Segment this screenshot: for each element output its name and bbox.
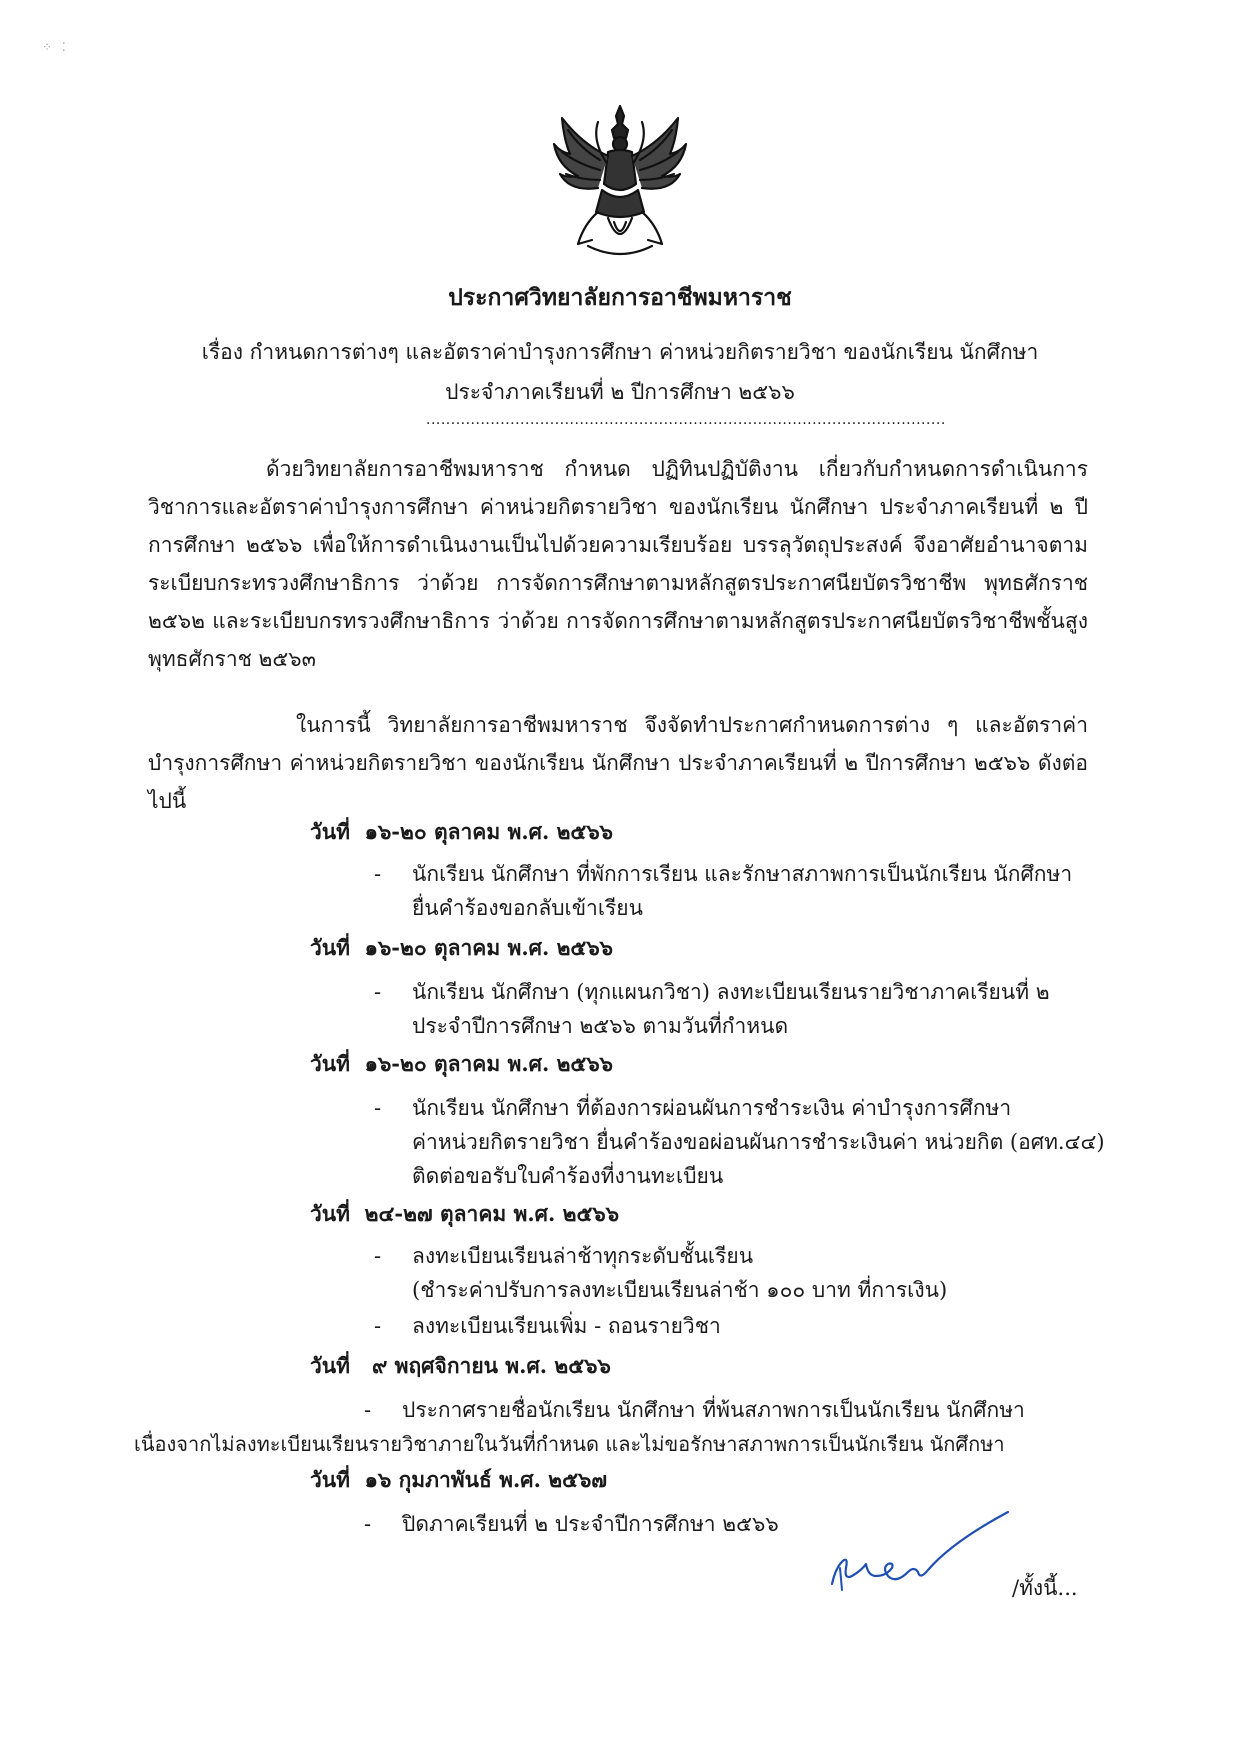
date-value: ๒๔-๒๗ ตุลาคม พ.ศ. ๒๕๖๖ [364,1201,620,1226]
announcement-title: ประกาศวิทยาลัยการอาชีพมหาราช [448,284,792,311]
schedule-item: - นักเรียน นักศึกษา (ทุกแผนกวิชา) ลงทะเบียนเรียนรายวิชาภาคเรียนที่ ๒ [374,980,1050,1004]
schedule-date [310,1350,611,1383]
scope-paragraph: ในการนี้ วิทยาลัยการอาชีพมหาราช จึงจัดทำประกาศกำหนดการต่าง ๆ และอัตราค่าบำรุงการศึกษา ค่าหน่วยกิตรายวิชา ของนักเรียน นักศึกษา ประจำภาคเรียนที่ ๒ ปีการศึกษา ๒๕๖๖ ดังต่อไปนี้ [148,713,1088,813]
continued-marker: /ทั้งนี้... [1012,1576,1078,1600]
subject-term-line: ประจำภาคเรียนที่ ๒ ปีการศึกษา ๒๕๖๖ [445,380,795,404]
schedule-item: ติดต่อขอรับใบคำร้องที่งานทะเบียน [412,1164,724,1188]
schedule-item: - ปิดภาคเรียนที่ ๒ ประจำปีการศึกษา ๒๕๖๖ [364,1512,779,1536]
day-label: วันที่ [310,1353,350,1378]
date-value: ๑๖-๒๐ ตุลาคม พ.ศ. ๒๕๖๖ [364,819,613,844]
schedule-date [310,932,613,965]
schedule-item: - ลงทะเบียนเรียนล่าช้าทุกระดับชั้นเรียน [374,1244,754,1268]
date-value: ๑๖ กุมภาพันธ์ พ.ศ. ๒๕๖๗ [364,1467,608,1492]
date-value: ๑๖-๒๐ ตุลาคม พ.ศ. ๒๕๖๖ [364,935,613,960]
subject-line: เรื่อง กำหนดการต่างๆ และอัตราค่าบำรุงการศึกษา ค่าหน่วยกิตรายวิชา ของนักเรียน นักศึกษา [201,340,1039,364]
date-value: ๑๖-๒๐ ตุลาคม พ.ศ. ๒๕๖๖ [364,1051,613,1076]
schedule-item: - นักเรียน นักศึกษา ที่ต้องการผ่อนผันการชำระเงิน ค่าบำรุงการศึกษา [374,1096,1012,1120]
schedule-item: (ชำระค่าปรับการลงทะเบียนเรียนล่าช้า ๑๐๐ บาท ที่การเงิน) [412,1278,948,1302]
day-label: วันที่ [310,819,350,844]
schedule-date [310,1048,613,1081]
schedule-item: - นักเรียน นักศึกษา ที่พักการเรียน และรักษาสภาพการเป็นนักเรียน นักศึกษา [374,862,1073,886]
schedule-date [310,1198,619,1231]
schedule-item: ประจำปีการศึกษา ๒๕๖๖ ตามวันที่กำหนด [412,1014,789,1038]
day-label: วันที่ [310,1467,350,1492]
schedule-item: - ลงทะเบียนเรียนเพิ่ม - ถอนรายวิชา [374,1314,721,1338]
day-label: วันที่ [310,935,350,960]
garuda-emblem-icon [548,100,692,262]
intro-paragraph: ด้วยวิทยาลัยการอาชีพมหาราช กำหนด ปฏิทินปฏิบัติงาน เกี่ยวกับกำหนดการดำเนินการวิชาการและอัตราค่าบำรุงการศึกษา ค่าหน่วยกิตรายวิชา ของนักเรียน นักศึกษา ประจำภาคเรียนที่ ๒ ปีการศึกษา ๒๕๖๖ เพื่อให้การดำเนินงานเป็นไปด้วยความเรียบร้อย บรรลุวัตถุประสงค์ จึงอาศัยอำนาจตามระเบียบกระทรวงศึกษาธิการ ว่าด้วย การจัดการศึกษาตามหลักสูตรประกาศนียบัตรวิชาชีพ พุทธศักราช ๒๕๖๒ และระเบียบกรทรวงศึกษาธิการ ว่าด้วย การจัดการศึกษาตามหลักสูตรประกาศนียบัตรวิชาชีพชั้นสูง พุทธศักราช ๒๕๖๓ [148,457,1088,671]
day-label: วันที่ [310,1051,350,1076]
schedule-item: ค่าหน่วยกิตรายวิชา ยื่นคำร้องขอผ่อนผันการชำระเงินค่า หน่วยกิต (อศท.๔๔) [412,1130,1105,1154]
schedule-item: เนื่องจากไม่ลงทะเบียนเรียนรายวิชาภายในวันที่กำหนด และไม่ขอรักษาสภาพการเป็นนักเรียน นักศึกษา [134,1432,1005,1456]
schedule-date [310,1464,607,1497]
signature-icon [822,1506,1022,1600]
schedule-item: - ประกาศรายชื่อนักเรียน นักศึกษา ที่พ้นสภาพการเป็นนักเรียน นักศึกษา [364,1398,1025,1422]
schedule-date [310,816,613,849]
date-value: ๙ พฤศจิกายน พ.ศ. ๒๕๖๖ [371,1353,611,1378]
dotted-separator: ......................................................................................................... [426,412,946,428]
day-label: วันที่ [310,1201,350,1226]
schedule-item: ยื่นคำร้องขอกลับเข้าเรียน [412,896,643,920]
scan-speck: ⁘ ⁚ [42,40,69,54]
